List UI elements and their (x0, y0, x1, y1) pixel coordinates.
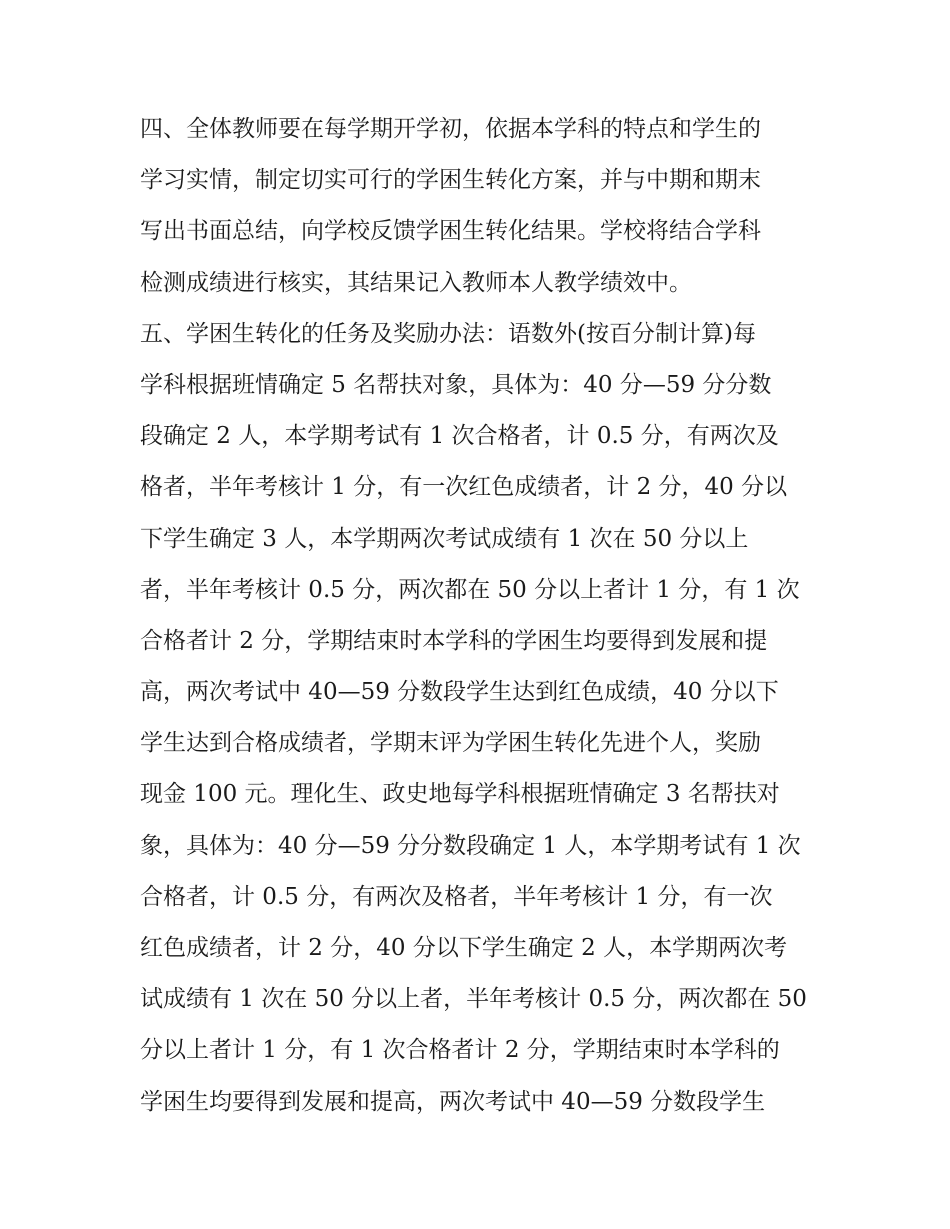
text-line-10: 者，半年考核计 0.5 分，两次都在 50 分以上者计 1 分，有 1 次 (140, 576, 800, 603)
text-line-12: 高，两次考试中 40—59 分数段学生达到红色成绩，40 分以下 (140, 679, 779, 706)
text-line-1: 四、全体教师要在每学期开学初，依据本学科的特点和学生的 (140, 116, 761, 142)
text-line-17: 红色成绩者，计 2 分，40 分以下学生确定 2 人，本学期两次考 (140, 935, 788, 961)
text-line-20: 学困生均要得到发展和提高，两次考试中 40—59 分数段学生 (140, 1088, 766, 1115)
text-line-2: 学习实情，制定切实可行的学困生转化方案，并与中期和期末 (140, 167, 761, 194)
text-line-8: 格者，半年考核计 1 分，有一次红色成绩者，计 2 分，40 分以 (140, 474, 788, 501)
text-line-7: 段确定 2 人，本学期考试有 1 次合格者，计 0.5 分，有两次及 (140, 423, 779, 450)
body-text (140, 104, 820, 1128)
text-line-18: 试成绩有 1 次在 50 分以上者，半年考核计 0.5 分，两次都在 50 (140, 986, 807, 1013)
text-line-11: 合格者计 2 分，学期结束时本学科的学困生均要得到发展和提 (140, 627, 768, 654)
text-line-19: 分以上者计 1 分，有 1 次合格者计 2 分，学期结束时本学科的 (140, 1037, 780, 1064)
text-line-15: 象，具体为：40 分—59 分分数段确定 1 人，本学期考试有 1 次 (140, 832, 801, 859)
text-line-9: 下学生确定 3 人，本学期两次考试成绩有 1 次在 50 分以上 (140, 525, 749, 552)
text-line-3: 写出书面总结，向学校反馈学困生转化结果。学校将结合学科 (140, 218, 761, 245)
text-line-5: 五、学困生转化的任务及奖励办法：语数外(按百分制计算)每 (140, 320, 756, 347)
text-line-6: 学科根据班情确定 5 名帮扶对象，具体为：40 分—59 分分数 (140, 371, 772, 398)
text-line-16: 合格者，计 0.5 分，有两次及格者，半年考核计 1 分，有一次 (140, 883, 773, 910)
text-line-13: 学生达到合格成绩者，学期末评为学困生转化先进个人，奖励 (140, 730, 761, 757)
text-line-4: 检测成绩进行核实，其结果记入教师本人教学绩效中。 (140, 269, 692, 296)
text-line-14: 现金 100 元。理化生、政史地每学科根据班情确定 3 名帮扶对 (140, 781, 780, 808)
